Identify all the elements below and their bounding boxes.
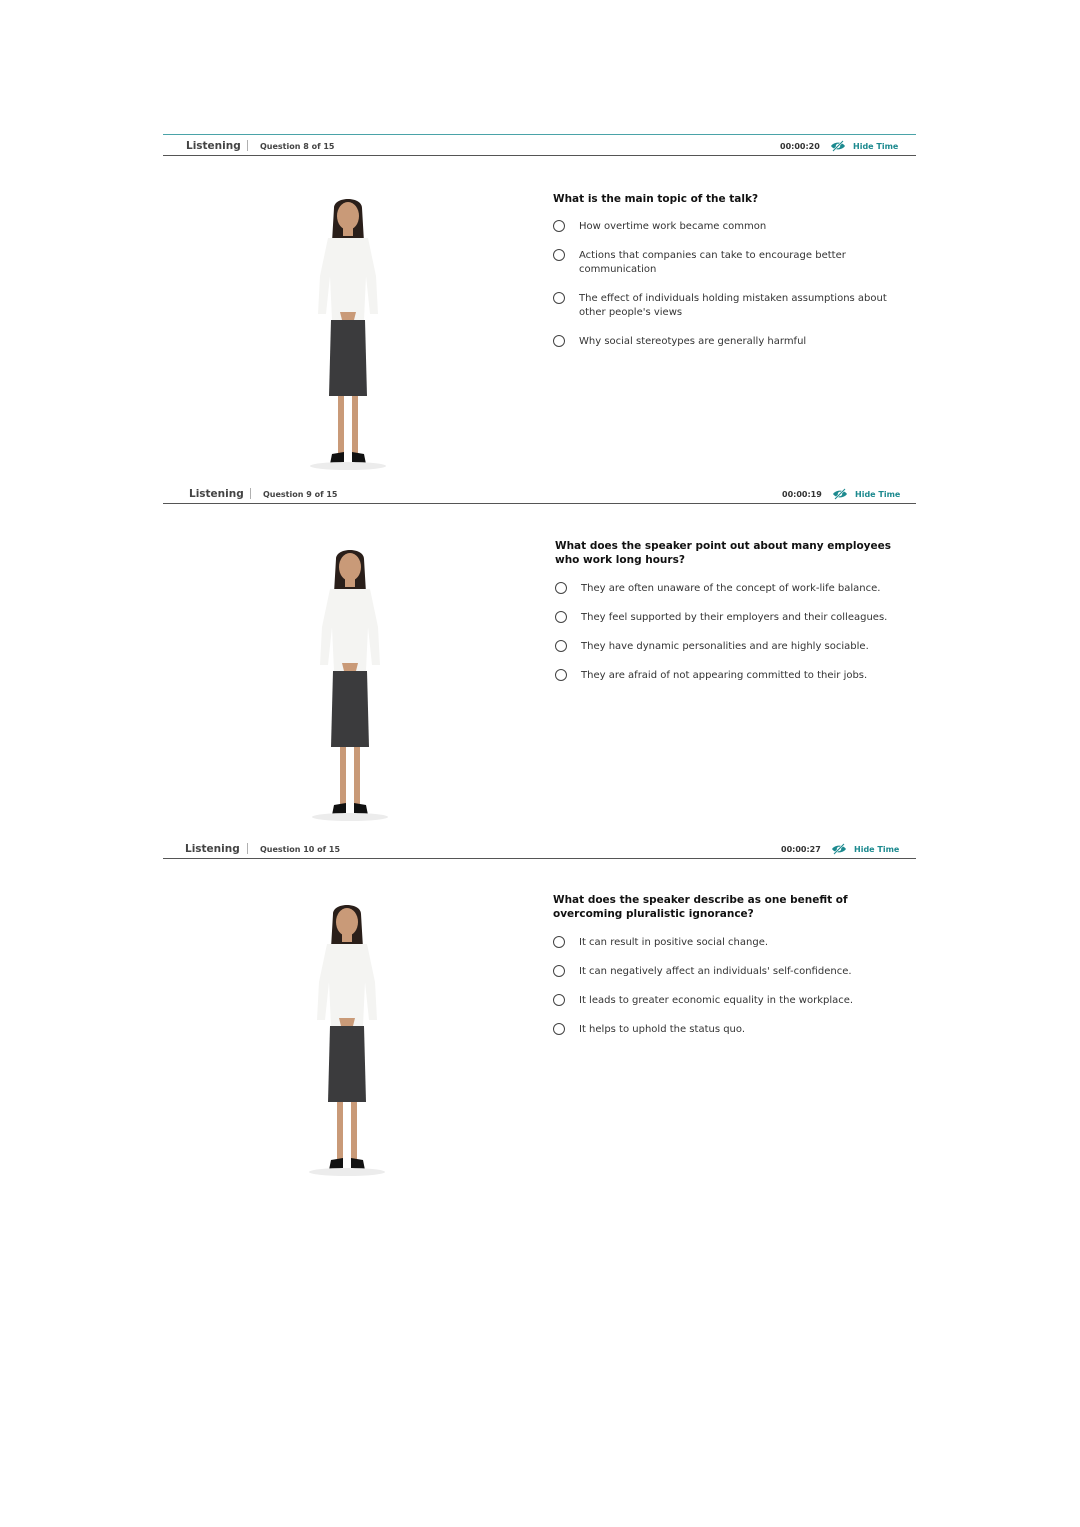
question-prompt: What does the speaker point out about many employees who work long hours? [555, 540, 892, 566]
radio-unselected-icon[interactable] [555, 669, 567, 681]
answer-option-label: They feel supported by their employers and their colleagues. [581, 612, 888, 623]
answer-options [553, 220, 908, 349]
question-prompt: What does the speaker describe as one benefit of overcoming pluralistic ignorance? [553, 894, 848, 920]
answer-option-label: It leads to greater economic equality in the workplace. [579, 995, 854, 1006]
radio-unselected-icon[interactable] [553, 936, 565, 948]
answer-options [555, 582, 910, 683]
eye-slash-icon[interactable] [830, 140, 846, 152]
radio-unselected-icon[interactable] [553, 335, 565, 347]
answer-option[interactable] [553, 994, 908, 1008]
answer-option[interactable] [553, 292, 908, 320]
answer-option-label: How overtime work became common [579, 221, 767, 232]
answer-options [553, 936, 908, 1037]
answer-option[interactable] [553, 335, 908, 349]
radio-unselected-icon[interactable] [553, 1023, 565, 1035]
answer-option[interactable] [555, 669, 910, 683]
answer-option-label: It can negatively affect an individuals' self-confidence. [579, 966, 852, 977]
question-counter: Question 10 of 15 [260, 845, 341, 854]
timer-readout: 00:00:19 [782, 490, 822, 499]
question-prompt: What is the main topic of the talk? [553, 193, 759, 205]
timer-readout: 00:00:27 [781, 845, 821, 854]
answer-option-label: They have dynamic personalities and are highly sociable. [581, 641, 869, 652]
section-label: Listening [189, 488, 244, 500]
radio-unselected-icon[interactable] [553, 994, 565, 1006]
answer-option[interactable] [553, 936, 908, 950]
listening-panel-question-10 [163, 836, 916, 1176]
answer-option-label: It helps to uphold the status quo. [579, 1024, 746, 1035]
radio-unselected-icon[interactable] [555, 611, 567, 623]
panel-header [163, 135, 916, 156]
answer-option[interactable] [555, 611, 910, 625]
listening-panel-question-8 [163, 134, 916, 474]
answer-option[interactable] [553, 965, 908, 979]
radio-unselected-icon[interactable] [553, 292, 565, 304]
hide-time-button[interactable]: Hide Time [854, 845, 900, 854]
panel-header [163, 483, 916, 504]
speaker-figure [298, 196, 398, 472]
answer-option[interactable] [553, 1023, 908, 1037]
section-label: Listening [186, 140, 241, 152]
header-divider [247, 140, 248, 151]
radio-unselected-icon[interactable] [555, 640, 567, 652]
panel-header [163, 838, 916, 859]
answer-option[interactable] [553, 249, 908, 277]
radio-unselected-icon[interactable] [553, 965, 565, 977]
answer-option-label: They are afraid of not appearing committed to their jobs. [581, 670, 868, 681]
answer-option[interactable] [555, 640, 910, 654]
radio-unselected-icon[interactable] [555, 582, 567, 594]
hide-time-button[interactable]: Hide Time [853, 142, 899, 151]
answer-option-label: Actions that companies can take to encourage better communication [579, 250, 846, 275]
answer-option-label: They are often unaware of the concept of work-life balance. [581, 583, 881, 594]
radio-unselected-icon[interactable] [553, 220, 565, 232]
speaker-figure [300, 547, 400, 823]
header-divider [250, 488, 251, 499]
answer-option[interactable] [553, 220, 908, 234]
speaker-figure [297, 902, 397, 1178]
timer-readout: 00:00:20 [780, 142, 820, 151]
header-divider [247, 843, 248, 854]
listening-panel-question-9 [163, 481, 916, 821]
answer-option-label: It can result in positive social change. [579, 937, 769, 948]
question-counter: Question 8 of 15 [260, 142, 335, 151]
section-label: Listening [185, 843, 240, 855]
answer-option-label: The effect of individuals holding mistaken assumptions about other people's views [579, 293, 887, 318]
question-counter: Question 9 of 15 [263, 490, 338, 499]
hide-time-button[interactable]: Hide Time [855, 490, 901, 499]
eye-slash-icon[interactable] [831, 843, 847, 855]
eye-slash-icon[interactable] [832, 488, 848, 500]
radio-unselected-icon[interactable] [553, 249, 565, 261]
answer-option[interactable] [555, 582, 910, 596]
answer-option-label: Why social stereotypes are generally harmful [579, 336, 807, 347]
